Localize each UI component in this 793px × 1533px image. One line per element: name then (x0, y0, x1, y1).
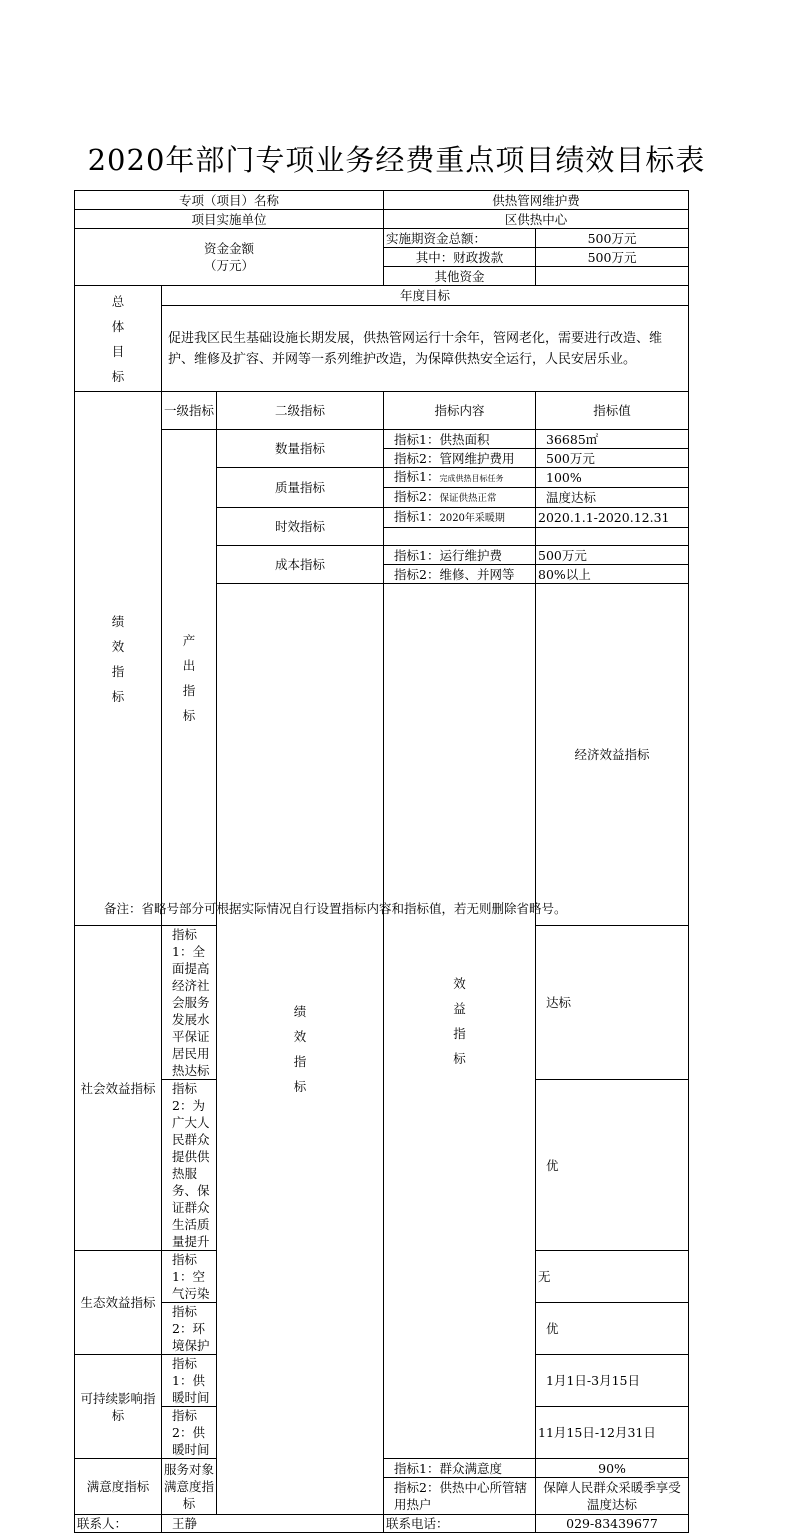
indicator-content: 指标1：供暖时间 (162, 1355, 217, 1407)
quality-label: 质量指标 (217, 468, 384, 508)
indicator-content: 指标2：为广大人民群众提供供热服务、保证群众生活质量提升 (162, 1080, 217, 1251)
indicator-content: 指标1：运行维护费 (384, 546, 536, 565)
indicator-value: 100% (536, 468, 689, 488)
indicator-value: 11月15日-12月31日 (536, 1407, 689, 1459)
quantity-label: 数量指标 (217, 430, 384, 468)
indicator-content: 指标2：供暖时间 (162, 1407, 217, 1459)
indicator-content: 指标2：管网维护费用 (384, 449, 536, 468)
indicator-content: 指标2：环境保护 (162, 1303, 217, 1355)
phone-label: 联系电话： (384, 1515, 536, 1533)
page-title: 2020年部门专项业务经费重点项目绩效目标表 (87, 143, 706, 177)
indicator-content: 指标1：全面提高经济社会服务发展水平保证居民用热达标 (162, 926, 217, 1080)
satisfaction-label: 满意度指标 (75, 1459, 162, 1515)
fund-label-line1: 资金金额 (204, 241, 255, 256)
economic-label: 经济效益指标 (536, 584, 689, 926)
goal-text-row (75, 306, 689, 392)
indicator-value: 达标 (536, 926, 689, 1080)
indicator-content: 指标2：维修、并网等 (384, 565, 536, 584)
col-value: 指标值 (536, 392, 689, 430)
indicator-content: 指标1：空气污染 (162, 1251, 217, 1303)
total-label: 实施期资金总额： (384, 229, 536, 248)
ecological-label: 生态效益指标 (75, 1251, 162, 1355)
project-value: 供热管网维护费 (384, 191, 689, 210)
benefit-label: 效益指标 (384, 584, 536, 1459)
goal-text: 促进我区民生基础设施长期发展，供热管网运行十余年，管网老化，需要进行改造、维护、维修及扩容、并网等一系列维护改造，为保障供热安全运行，人民安居乐业。 (162, 306, 689, 392)
fund-total-row (75, 229, 689, 248)
indicator-content: 指标1：群众满意度 (384, 1459, 536, 1478)
col-level1: 一级指标 (162, 392, 217, 430)
indicator-content: 指标1：2020年采暖期 (384, 508, 536, 528)
other-label: 其他资金 (384, 267, 536, 286)
indicator-value: 36685㎡ (536, 430, 689, 449)
indicator-value: 80%以上 (536, 565, 689, 584)
indicator-value: 优 (536, 1303, 689, 1355)
contact-row (75, 1515, 689, 1533)
indicator-value: 温度达标 (536, 488, 689, 508)
unit-value: 区供热中心 (384, 210, 689, 229)
contact-label: 联系人： (75, 1515, 162, 1533)
indicator-value: 2020.1.1-2020.12.31 (536, 508, 689, 528)
contact-value: 王静 (162, 1515, 384, 1533)
fiscal-label: 其中：财政拨款 (384, 248, 536, 267)
perf-side-label-1: 绩效指标 (75, 392, 162, 926)
fund-label-line2: （万元） (204, 258, 255, 273)
col-level2: 二级指标 (217, 392, 384, 430)
project-row (75, 191, 689, 210)
goal-heading: 年度目标 (162, 286, 689, 306)
indicator-value: 90% (536, 1459, 689, 1478)
table-row (75, 430, 689, 449)
other-value (536, 267, 689, 286)
indicator-value: 无 (536, 1251, 689, 1303)
performance-table (74, 190, 689, 1533)
goal-side-label: 总体目标 (75, 286, 162, 392)
indicator-value: 500万元 (536, 546, 689, 565)
goal-heading-row (75, 286, 689, 306)
column-header-row (75, 392, 689, 430)
indicator-value: 500万元 (536, 449, 689, 468)
indicator-content: 指标2：保证供热正常 (384, 488, 536, 508)
indicator-value (536, 528, 689, 546)
indicator-content (384, 528, 536, 546)
satisfaction-sub-label: 服务对象满意度指标 (162, 1459, 217, 1515)
col-content: 指标内容 (384, 392, 536, 430)
phone-value: 029-83439677 (536, 1515, 689, 1533)
perf-side-label-2: 绩效指标 (217, 584, 384, 1515)
timeliness-label: 时效指标 (217, 508, 384, 546)
total-value: 500万元 (536, 229, 689, 248)
indicator-value: 保障人民群众采暖季享受温度达标 (536, 1478, 689, 1515)
cost-label: 成本指标 (217, 546, 384, 584)
indicator-value: 1月1日-3月15日 (536, 1355, 689, 1407)
indicator-content: 指标1：完成供热目标任务 (384, 468, 536, 488)
indicator-content: 指标1：供热面积 (384, 430, 536, 449)
output-label: 产出指标 (162, 430, 217, 926)
footnote: 备注：省略号部分可根据实际情况自行设置指标内容和指标值，若无则删除省略号。 (104, 901, 567, 916)
social-label: 社会效益指标 (75, 926, 162, 1251)
unit-label: 项目实施单位 (75, 210, 384, 229)
sustainable-label: 可持续影响指标 (75, 1355, 162, 1459)
fund-label (75, 229, 384, 286)
unit-row (75, 210, 689, 229)
fiscal-value: 500万元 (536, 248, 689, 267)
project-label: 专项（项目）名称 (75, 191, 384, 210)
indicator-content: 指标2：供热中心所管辖用热户 (384, 1478, 536, 1515)
indicator-value: 优 (536, 1080, 689, 1251)
